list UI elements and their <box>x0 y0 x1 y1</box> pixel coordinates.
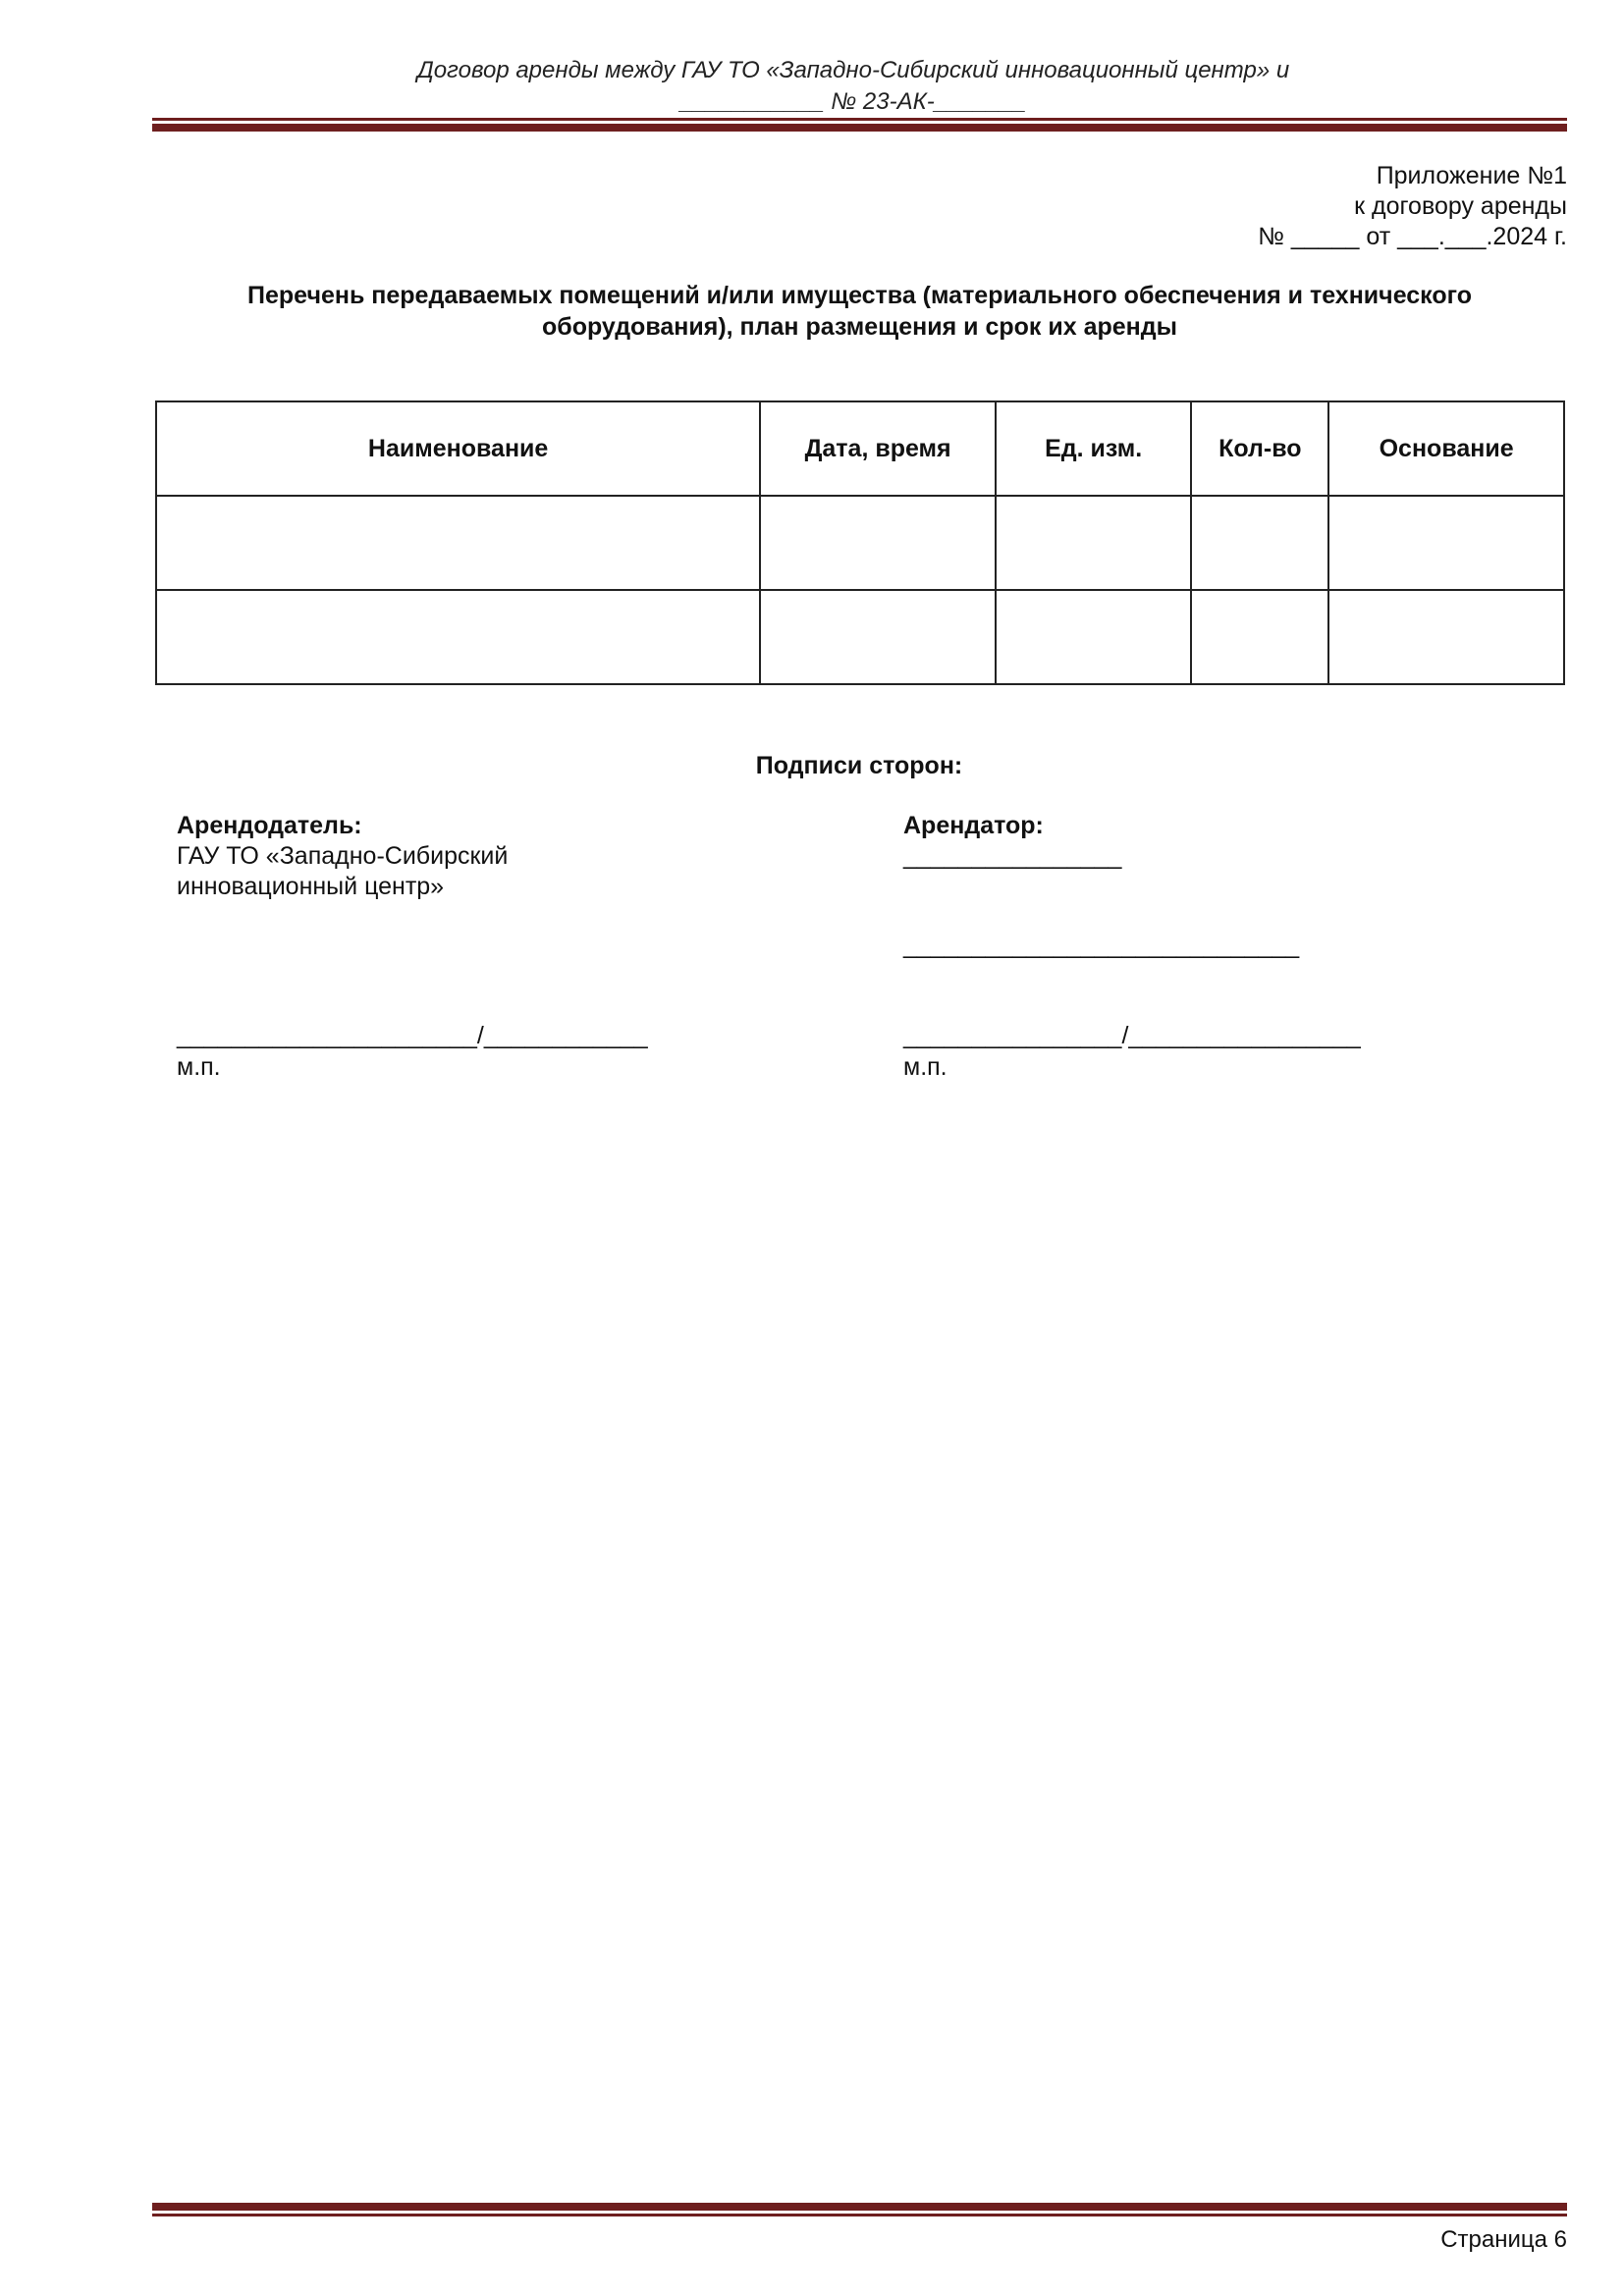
column-header-unit: Ед. изм. <box>996 401 1191 496</box>
header-title-line1: Договор аренды между ГАУ ТО «Западно-Сибирский инновационный центр» и <box>416 57 1290 83</box>
landlord-stamp-label: м.п. <box>177 1053 221 1081</box>
table-cell <box>1191 496 1328 590</box>
appendix-block <box>1258 161 1567 252</box>
landlord-sign-line: ______________________/____________ <box>177 1022 648 1049</box>
table-header-row <box>156 401 1564 496</box>
footer-rule-thick <box>152 2203 1567 2211</box>
column-header-datetime: Дата, время <box>760 401 996 496</box>
table-cell <box>1328 590 1564 684</box>
header-title-line2: ___________ № 23-АК-_______ <box>679 88 1027 115</box>
table-cell <box>996 496 1191 590</box>
tenant-stamp-label: м.п. <box>903 1053 947 1081</box>
table-cell <box>156 590 760 684</box>
table-cell <box>760 496 996 590</box>
column-header-basis: Основание <box>1328 401 1564 496</box>
tenant-sign-line: ________________/_________________ <box>903 1022 1361 1049</box>
document-title-line2: оборудования), план размещения и срок их аренды <box>541 313 1177 341</box>
table-cell <box>156 496 760 590</box>
header-rule-thick <box>152 124 1567 132</box>
appendix-line3: № _____ от ___.___.2024 г. <box>1258 223 1567 250</box>
table-row <box>156 496 1564 590</box>
table-cell <box>996 590 1191 684</box>
table-cell <box>1191 590 1328 684</box>
landlord-name-line1: ГАУ ТО «Западно-Сибирский <box>177 842 509 870</box>
header-rule-thin <box>152 118 1567 121</box>
table-row <box>156 590 1564 684</box>
appendix-line1: Приложение №1 <box>1376 162 1567 189</box>
table-cell <box>760 590 996 684</box>
tenant-name-line: ________________ <box>903 842 1122 870</box>
document-title-line1: Перечень передаваемых помещений и/или имущества (материального обеспечения и технического <box>247 282 1472 309</box>
table-cell <box>1328 496 1564 590</box>
column-header-name: Наименование <box>156 401 760 496</box>
signatures-title: Подписи сторон: <box>755 752 963 779</box>
page-number: Страница 6 <box>1440 2226 1567 2253</box>
footer-rule-thin <box>152 2214 1567 2216</box>
landlord-block <box>177 811 508 902</box>
tenant-extra-line: _____________________________ <box>903 932 1300 959</box>
tenant-block <box>903 811 1121 872</box>
landlord-name-line2: инновационный центр» <box>177 873 445 900</box>
appendix-line2: к договору аренды <box>1354 192 1567 220</box>
landlord-role: Арендодатель: <box>177 812 362 839</box>
column-header-quantity: Кол-во <box>1191 401 1328 496</box>
tenant-role: Арендатор: <box>903 812 1044 839</box>
property-table <box>155 400 1565 685</box>
document-title <box>152 280 1567 343</box>
